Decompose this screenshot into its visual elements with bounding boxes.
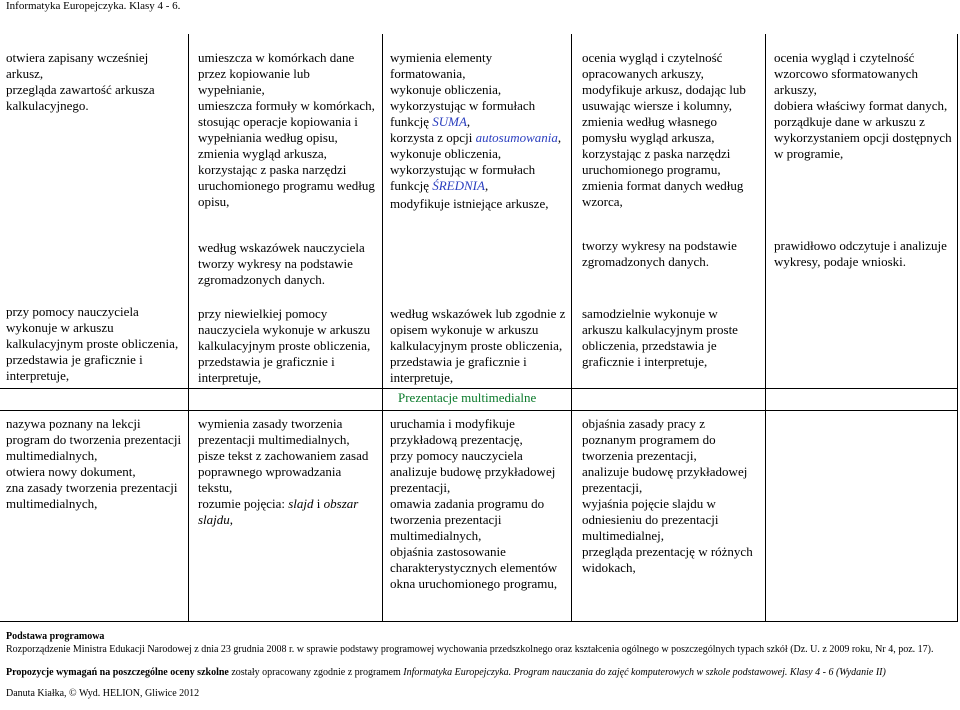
section-title: Prezentacje multimedialne — [398, 390, 537, 405]
req-text: umieszcza w komórkach dane przez kopiowanie lub wypełnianie, — [198, 50, 355, 97]
col-divider — [571, 34, 572, 622]
section-top-line — [0, 388, 958, 389]
req-text: korzysta z opcji autosumowania, — [390, 130, 562, 145]
req-text: umieszcza formuły w komórkach, stosując operacje kopiowania i wypełniania według opisu, — [198, 98, 375, 145]
col5-top — [774, 50, 952, 162]
req-text: pisze tekst z zachowaniem zasad poprawnego wprowadzania tekstu, — [198, 448, 369, 495]
col1-top — [6, 50, 184, 114]
col2-mid1 — [198, 240, 376, 288]
req-text: prawidłowo odczytuje i analizuje wykresy, podaje wnioski. — [774, 238, 947, 269]
req-text: samodzielnie wykonuje w arkuszu kalkulacyjnym proste obliczenia, przedstawia je graficznie i interpretuje, — [582, 306, 738, 369]
col2-mid2 — [198, 306, 376, 386]
req-text: przy pomocy nauczyciela wykonuje w arkuszu kalkulacyjnym proste obliczenia, przedstawia je graficznie i interpretuje, — [6, 304, 179, 383]
req-text: przy niewielkiej pomocy nauczyciela wykonuje w arkuszu kalkulacyjnym proste obliczenia, przedstawia je graficznie i interpretuje, — [198, 306, 371, 385]
req-text: objaśnia zastosowanie charakterystycznych elementów okna uruchomionego programu, — [390, 544, 558, 591]
col3-mid — [390, 306, 566, 386]
req-text: tworzy wykresy na podstawie zgromadzonych danych. — [582, 238, 737, 269]
col-divider — [957, 34, 958, 622]
col3-top — [390, 50, 566, 212]
req-text: wykonuje obliczenia, wykorzystując w formułach funkcję SUMA, — [390, 82, 536, 129]
req-text: dobiera właściwy format danych, — [774, 98, 948, 113]
req-text: otwiera zapisany wcześniej arkusz, — [6, 50, 149, 81]
req-text: modyfikuje istniejące arkusze, — [390, 196, 549, 211]
req-text: przy pomocy nauczyciela analizuje budowę przykładowej prezentacji, — [390, 448, 556, 495]
function-suma: SUMA — [432, 114, 467, 129]
col4-top — [582, 50, 760, 210]
option-autosum: autosumowania — [475, 130, 558, 145]
req-text: ocenia wygląd i czytelność opracowanych arkuszy, — [582, 50, 723, 81]
req-text: zmienia format danych według wzorca, — [582, 178, 744, 209]
req-text: objaśnia zasady pracy z poznanym programem do tworzenia prezentacji, — [582, 416, 716, 463]
req-text: modyfikuje arkusz, dodając lub usuwając wiersze i kolumny, — [582, 82, 746, 113]
col5-mid — [774, 238, 952, 270]
req-text: omawia zadania programu do tworzenia prezentacji multimedialnych, — [390, 496, 545, 543]
footer — [6, 630, 951, 700]
col2-top — [198, 50, 376, 210]
req-text: zna zasady tworzenia prezentacji multimedialnych, — [6, 480, 178, 511]
req-text: nazywa poznany na lekcji program do tworzenia prezentacji multimedialnych, — [6, 416, 182, 463]
term-obszar-slajdu: obszar slajdu — [198, 496, 359, 527]
col1-bottom — [6, 416, 184, 512]
req-text: porządkuje dane w arkuszu z wykorzystaniem opcji dostępnych w programie, — [774, 114, 952, 161]
req-text: wymienia elementy formatowania, — [390, 50, 493, 81]
col-divider — [765, 34, 766, 622]
term-slajd: slajd — [288, 496, 314, 511]
col3-bottom — [390, 416, 566, 592]
table-bottom-line — [0, 621, 958, 622]
footer-text: Rozporządzenie Ministra Edukacji Narodowej z dnia 23 grudnia 2008 r. w sprawie podstawy programowej wychowania przedszkolnego oraz kształcenia ogólnego w poszczególnych typach szkół (Dz. U. z 2009 roku, Nr 4, poz. 17). — [6, 644, 934, 655]
footer-author: Danuta Kiałka, © Wyd. HELION, Gliwice 2012 — [6, 688, 200, 699]
req-text: rozumie pojęcia: slajd i obszar slajdu, — [198, 496, 359, 527]
req-text: zmienia według własnego pomysłu wygląd arkusza, korzystając z paska narzędzi uruchomionego programu, — [582, 114, 731, 177]
req-text: przegląda prezentację w różnych widokach, — [582, 544, 753, 575]
function-srednia: ŚREDNIA — [432, 178, 485, 193]
col2-bottom — [198, 416, 376, 528]
footer-title: Podstawa programowa — [6, 631, 105, 642]
req-text: wymienia zasady tworzenia prezentacji multimedialnych, — [198, 416, 350, 447]
page-header: Informatyka Europejczyka. Klasy 4 - 6. — [6, 0, 181, 12]
req-text: otwiera nowy dokument, — [6, 464, 136, 479]
req-text: według wskazówek lub zgodnie z opisem wykonuje w arkuszu kalkulacyjnym proste obliczenia, przedstawia je graficznie i interpretuje, — [390, 306, 566, 385]
req-text: uruchamia i modyfikuje przykładową prezentację, — [390, 416, 523, 447]
req-text: analizuje budowę przykładowej prezentacji, — [582, 464, 748, 495]
req-text: przegląda zawartość arkusza kalkulacyjnego. — [6, 82, 155, 113]
req-text: według wskazówek nauczyciela tworzy wykresy na podstawie zgromadzonych danych. — [198, 240, 365, 287]
col-divider — [382, 34, 383, 622]
col4-mid2 — [582, 306, 760, 370]
col1-mid — [6, 304, 184, 384]
req-text: wyjaśnia pojęcie slajdu w odniesieniu do prezentacji multimedialnej, — [582, 496, 719, 543]
col4-bottom — [582, 416, 760, 576]
section-bottom-line — [0, 410, 958, 411]
requirements-table — [0, 34, 958, 622]
req-text: zmienia wygląd arkusza, korzystając z paska narzędzi uruchomionego programu według opisu, — [198, 146, 375, 209]
req-text: wykonuje obliczenia, wykorzystując w formułach funkcję ŚREDNIA, — [390, 146, 536, 193]
req-text: ocenia wygląd i czytelność wzorcowo sformatowanych arkuszy, — [774, 50, 919, 97]
col4-mid1 — [582, 238, 760, 270]
col-divider — [188, 34, 189, 622]
footer-proposal: Propozycje wymagań na poszczególne oceny szkolne zostały opracowany zgodnie z programem Informatyka Europejczyka. Program nauczania do zajęć komputerowych w szkole podstawowej. Klasy 4 - 6 (Wydanie II) — [6, 667, 886, 678]
